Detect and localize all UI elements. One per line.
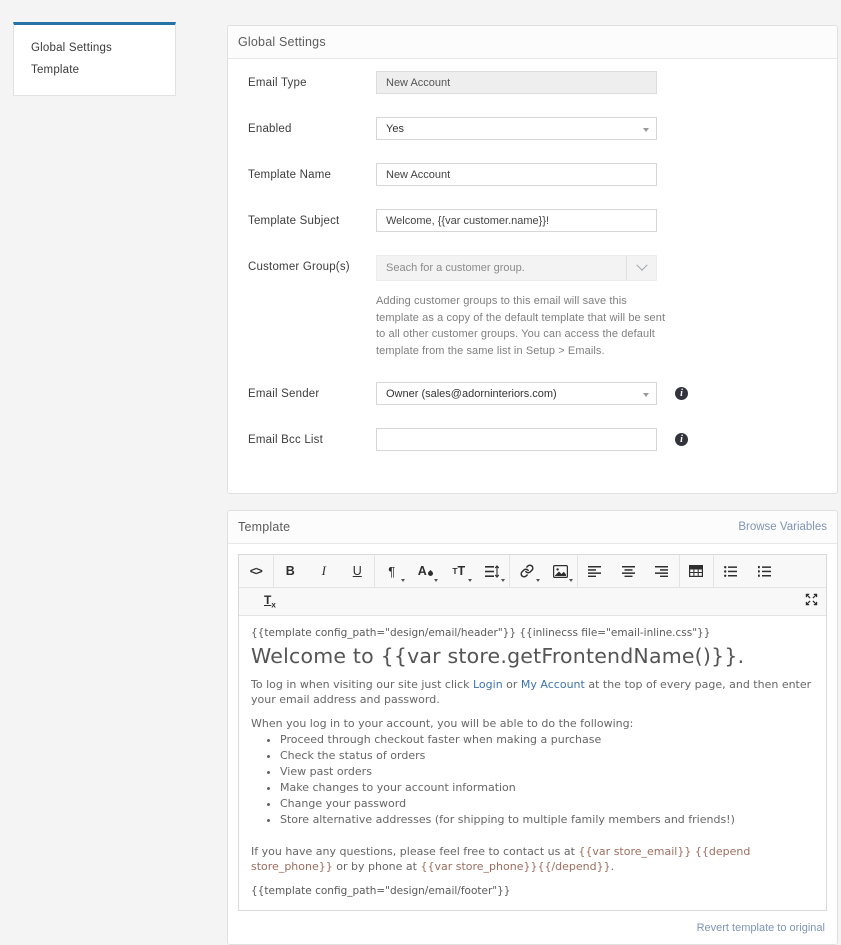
table-glyph [689, 565, 703, 577]
panel-title: Global Settings [238, 35, 326, 49]
global-settings-panel [227, 25, 838, 494]
template-body [228, 544, 837, 944]
email-sender-selected-value: Owner (sales@adorninteriors.com) [386, 387, 557, 400]
customer-groups-col [376, 255, 668, 359]
login-link[interactable]: Login [472, 677, 503, 691]
global-settings-header [228, 26, 837, 59]
code-view-icon[interactable]: <> [249, 564, 262, 578]
main-column [227, 25, 838, 945]
template-panel [227, 510, 838, 945]
fullscreen-glyph [805, 593, 818, 606]
text-run: If you have any questions, please feel free to contact us at [251, 845, 579, 859]
template-subject-label: Template Subject [248, 214, 340, 227]
text-run: . [610, 860, 615, 874]
field-customer-groups [228, 255, 837, 359]
field-template-subject [228, 209, 837, 232]
text-run: or [502, 677, 521, 691]
insert-image-icon[interactable] [544, 555, 578, 587]
text-color-icon[interactable] [409, 555, 443, 587]
template-footer-row [238, 911, 827, 938]
clear-t-glyph: T [264, 593, 272, 608]
image-glyph [553, 565, 568, 578]
my-account-link[interactable]: My Account [520, 677, 585, 691]
list-item: • Make changes to your account information [280, 781, 814, 796]
align-center-icon[interactable] [612, 555, 646, 587]
sidebar-item-global-settings[interactable]: Global Settings [31, 42, 112, 54]
sidebar-item-template[interactable]: Template [31, 64, 80, 76]
text-run: To log in when visiting our site just click [251, 677, 473, 691]
list-item: • Check the status of orders [280, 749, 814, 764]
email-sender-select[interactable] [376, 382, 657, 405]
email-bcc-input[interactable] [376, 428, 657, 451]
field-template-name [228, 163, 837, 186]
field-email-sender [228, 382, 837, 405]
email-type-input [376, 71, 657, 94]
store-phone-variable: {{var store_phone}}{{/depend}} [420, 860, 611, 874]
clear-x-glyph: x [271, 600, 276, 610]
field-email-bcc [228, 428, 837, 451]
unordered-list-glyph [724, 566, 737, 577]
bold-icon[interactable]: B [285, 564, 295, 578]
email-bcc-label: Email Bcc List [248, 433, 324, 446]
paragraph-format-icon[interactable] [375, 555, 409, 587]
underline-icon[interactable]: U [352, 564, 362, 578]
following-line: When you log in to your account, you will be able to do the following: [251, 716, 634, 730]
insert-link-icon[interactable] [510, 555, 544, 587]
dropdown-caret-icon [536, 579, 540, 582]
contact-paragraph [251, 845, 814, 875]
text-run: or by phone at [332, 860, 421, 874]
settings-nav-card [13, 22, 176, 96]
template-name-label: Template Name [248, 168, 332, 181]
depend-phone-variable: {{depend store_phone}} [251, 845, 751, 874]
unordered-list-icon[interactable] [714, 555, 748, 587]
remove-formatting-icon[interactable] [264, 593, 276, 609]
font-size-icon[interactable] [442, 555, 476, 587]
global-settings-form [228, 59, 837, 493]
italic-icon[interactable]: I [321, 563, 326, 578]
customer-groups-search-input[interactable] [377, 256, 626, 280]
align-right-icon[interactable] [645, 555, 679, 587]
enabled-label: Enabled [248, 122, 292, 135]
ordered-list-icon[interactable] [748, 555, 782, 587]
dropdown-caret-icon [434, 579, 438, 582]
template-name-input[interactable] [376, 163, 657, 186]
align-left-glyph [588, 566, 601, 577]
text-color-glyph: A [417, 564, 427, 578]
field-email-type [228, 71, 837, 94]
align-left-icon[interactable] [578, 555, 612, 587]
chevron-down-icon [636, 260, 647, 271]
list-item: • Change your password [280, 797, 814, 812]
customer-groups-label: Customer Group(s) [248, 261, 350, 273]
revert-template-link[interactable]: Revert template to original [696, 922, 825, 935]
editor-toolbar [239, 555, 826, 588]
editor-content[interactable] [239, 616, 826, 910]
dropdown-caret-icon [569, 579, 573, 582]
insert-table-icon[interactable] [680, 555, 714, 587]
enabled-select[interactable] [376, 117, 657, 140]
link-glyph [520, 564, 534, 578]
template-subject-input[interactable] [376, 209, 657, 232]
email-bcc-info-icon[interactable]: i [675, 433, 688, 446]
paragraph-glyph: ¶ [388, 563, 396, 579]
align-center-glyph [622, 566, 635, 577]
dropdown-caret-icon [468, 579, 472, 582]
list-item: • Store alternative addresses (for shipping to multiple family members and friends!) [280, 813, 814, 828]
dropdown-caret-icon [401, 579, 405, 582]
panel-title: Template [238, 520, 291, 534]
list-item: • Proceed through checkout faster when making a purchase [280, 733, 814, 748]
email-heading: Welcome to {{var store.getFrontendName()}}. [251, 644, 745, 669]
benefits-list [251, 733, 814, 827]
template-footer-directive: {{template config_path="design/email/footer"}} [251, 885, 511, 898]
font-size-small-glyph: T [452, 566, 458, 576]
color-drop-icon [427, 569, 434, 576]
email-sender-info-icon[interactable]: i [675, 387, 688, 400]
template-header-directive: {{template config_path="design/email/header"}} {{inlinecss file="email-inline.css"}} [251, 627, 711, 639]
customer-groups-caret-button[interactable] [626, 256, 656, 280]
customer-groups-help-text: Adding customer groups to this email will save this template as a copy of the default template that will be sent to all other customer groups. You can access the default template from the same list in Setup > Emails. [376, 295, 666, 357]
customer-groups-select[interactable] [376, 255, 657, 281]
email-type-label: Email Type [248, 76, 307, 89]
fullscreen-icon[interactable] [805, 593, 818, 611]
font-size-big-glyph: T [457, 564, 466, 578]
text-run: at the top of every page, and then enter your email address and password. [251, 677, 812, 706]
store-email-variable: {{var store_email}} [578, 845, 692, 859]
email-sender-label: Email Sender [248, 387, 320, 400]
rich-text-editor [238, 554, 827, 911]
enabled-selected-value: Yes [386, 122, 404, 135]
dropdown-caret-icon [501, 579, 505, 582]
ordered-list-glyph [758, 566, 771, 577]
browse-variables-link[interactable]: Browse Variables [738, 521, 827, 533]
line-spacing-glyph [485, 565, 499, 578]
list-item: • View past orders [280, 765, 814, 780]
template-header [228, 511, 837, 544]
login-paragraph [251, 678, 814, 708]
editor-toolbar-row2 [239, 588, 826, 616]
line-spacing-icon[interactable] [476, 555, 510, 587]
align-right-glyph [655, 566, 668, 577]
field-enabled [228, 117, 837, 140]
